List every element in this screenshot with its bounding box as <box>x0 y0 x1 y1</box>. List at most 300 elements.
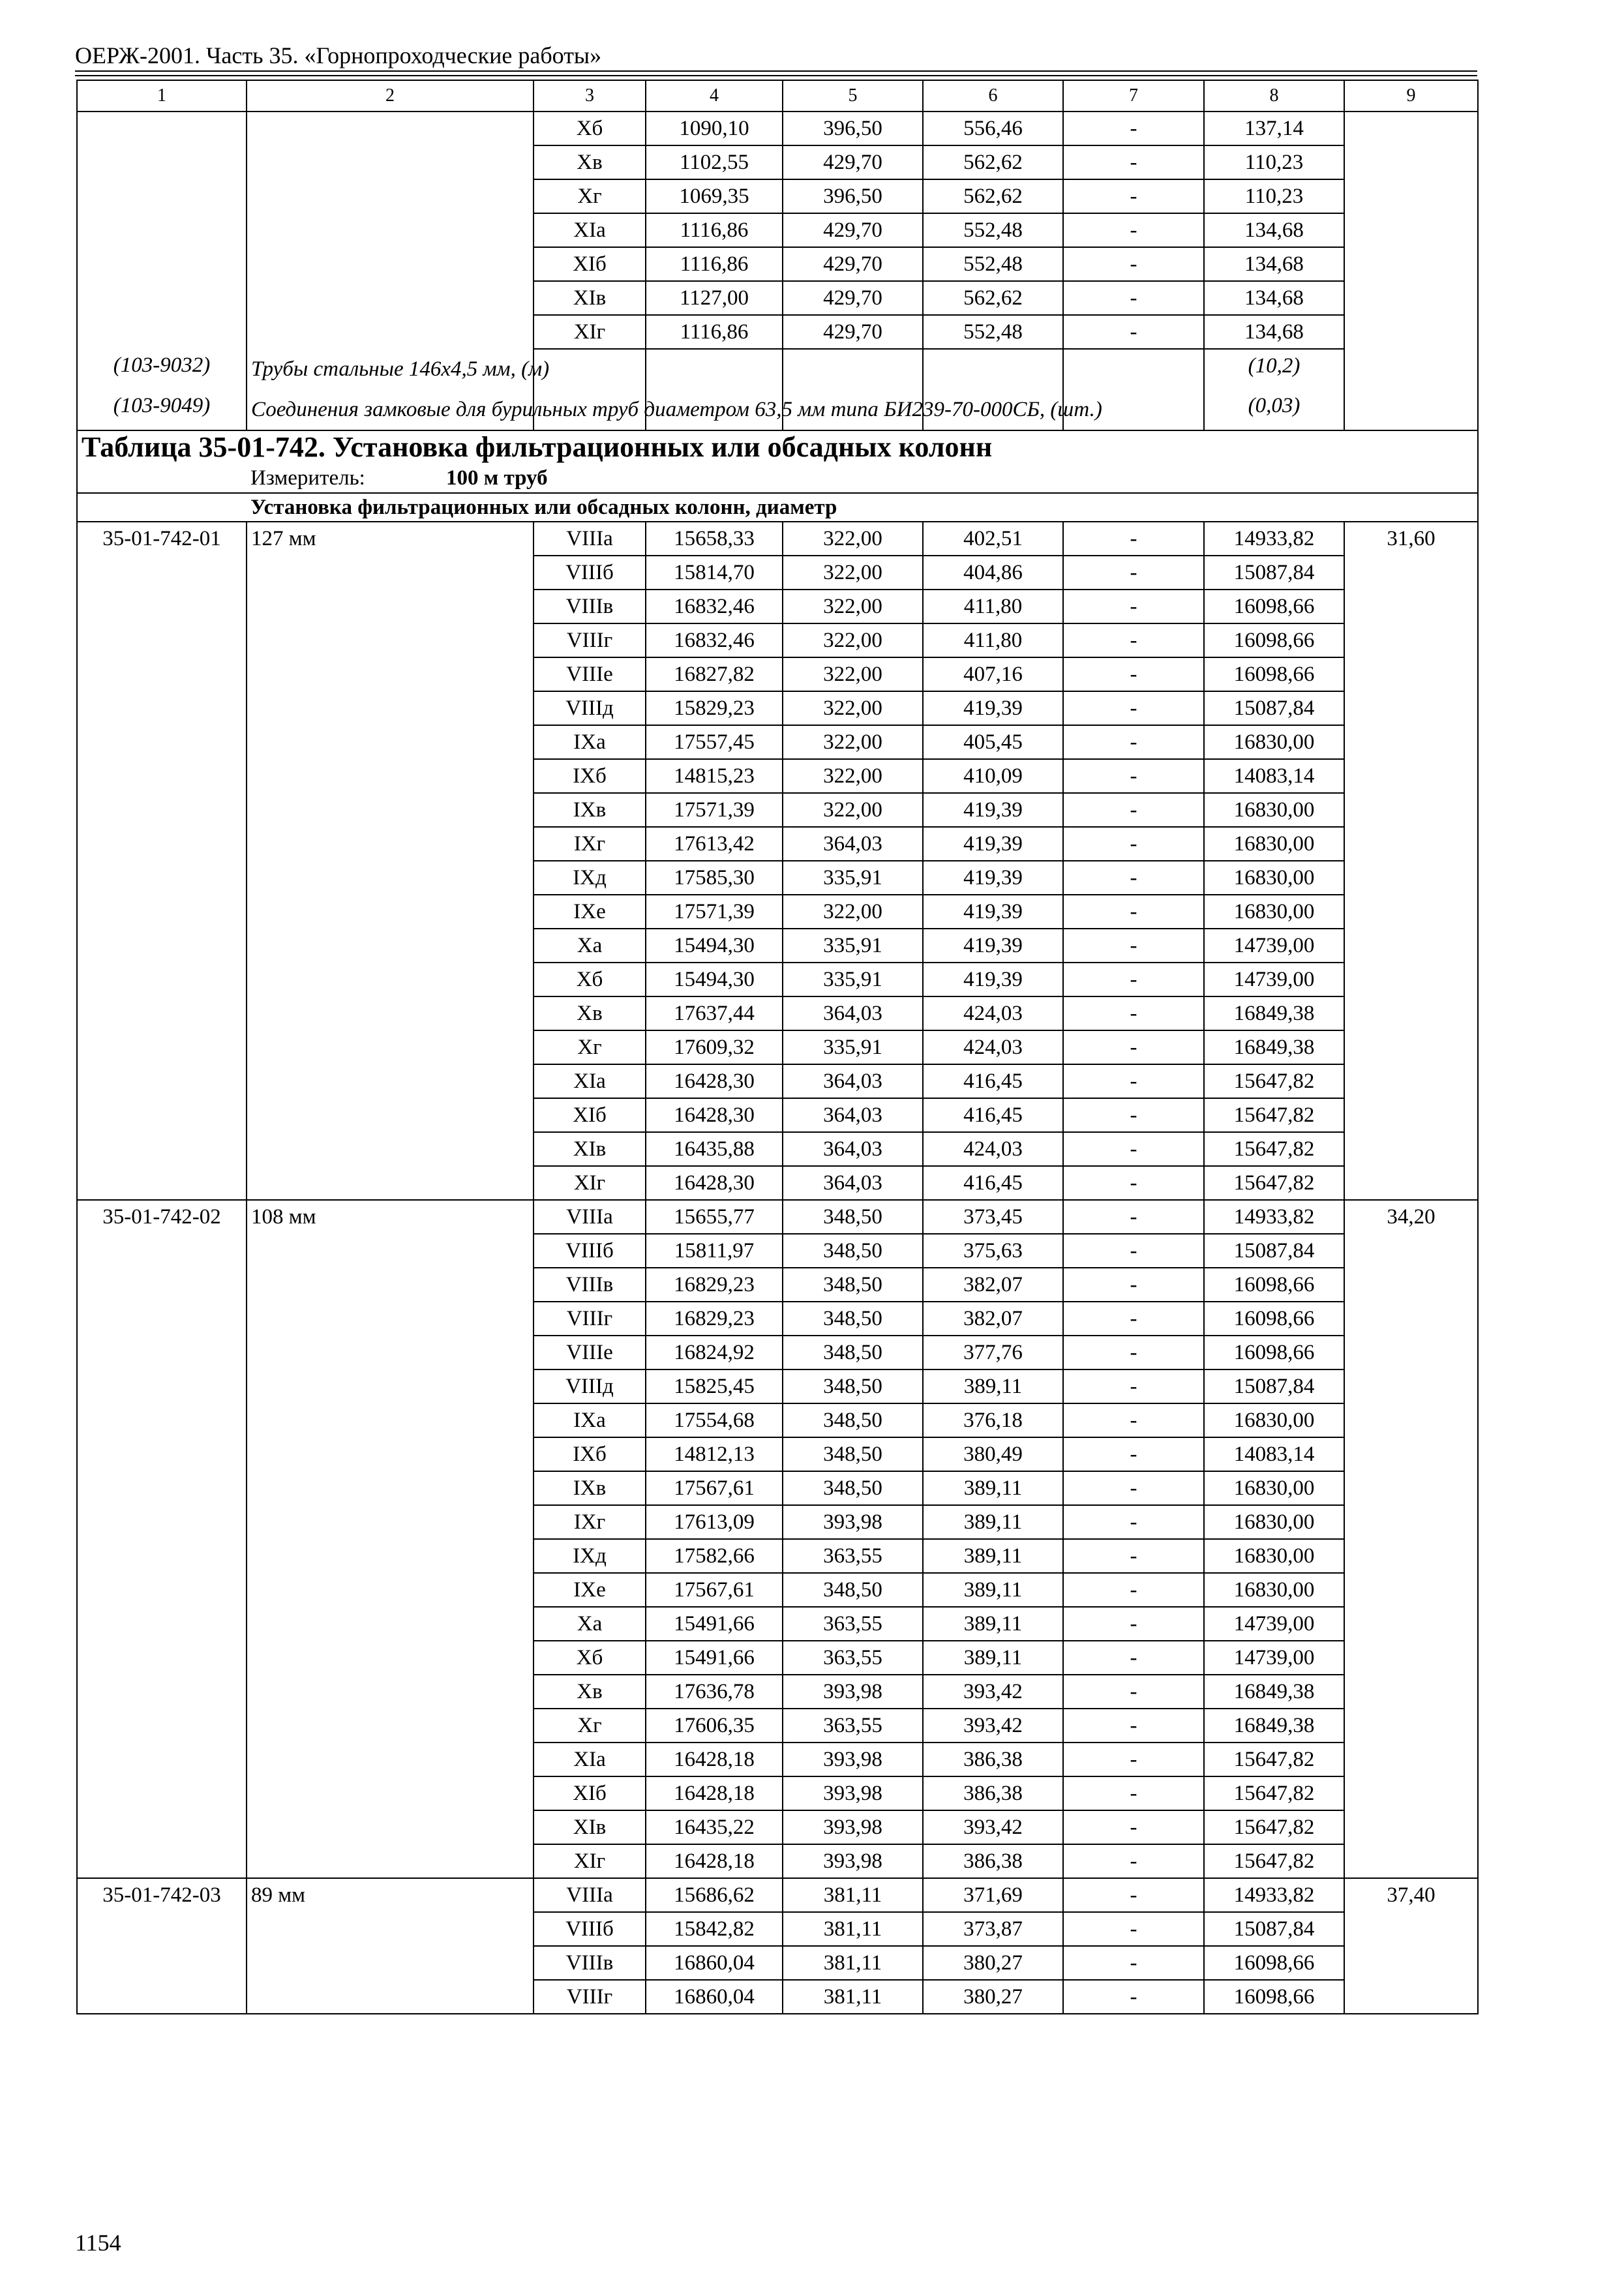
table-cell: XIг <box>534 1166 646 1200</box>
table-cell: - <box>1063 1132 1204 1166</box>
norm-diameter: 89 мм <box>247 1878 534 2014</box>
table-cell: 364,03 <box>783 1098 923 1132</box>
table-cell: 411,80 <box>923 623 1063 657</box>
table-cell: 16098,66 <box>1204 590 1344 623</box>
table-cell: 110,23 <box>1204 179 1344 213</box>
table-cell: 322,00 <box>783 522 923 556</box>
table-cell: XIб <box>534 1776 646 1810</box>
column-number: 8 <box>1204 80 1344 112</box>
table-cell: 380,49 <box>923 1437 1063 1471</box>
table-cell: XIв <box>534 1810 646 1844</box>
table-cell: 1116,86 <box>646 247 783 281</box>
table-cell: VIIIд <box>534 1369 646 1403</box>
table-cell: 335,91 <box>783 1030 923 1064</box>
table-cell: 411,80 <box>923 590 1063 623</box>
table-cell: 335,91 <box>783 861 923 895</box>
table-cell: 16849,38 <box>1204 1709 1344 1743</box>
table-cell: 389,11 <box>923 1505 1063 1539</box>
table-cell: 16829,23 <box>646 1268 783 1302</box>
table-cell: 322,00 <box>783 793 923 827</box>
table-cell: 393,98 <box>783 1743 923 1776</box>
table-cell: 14739,00 <box>1204 1641 1344 1675</box>
table-cell: 1116,86 <box>646 315 783 349</box>
table-cell: 419,39 <box>923 895 1063 929</box>
table-cell: 16098,66 <box>1204 1302 1344 1336</box>
table-cell: 15087,84 <box>1204 1912 1344 1946</box>
resource-row <box>77 389 1478 430</box>
table-cell: 16830,00 <box>1204 1471 1344 1505</box>
table-cell: 16098,66 <box>1204 623 1344 657</box>
table-cell: 375,63 <box>923 1234 1063 1268</box>
table-cell: 552,48 <box>923 247 1063 281</box>
table-cell: 348,50 <box>783 1403 923 1437</box>
table-cell: 419,39 <box>923 793 1063 827</box>
table-cell: - <box>1063 1302 1204 1336</box>
table-cell: - <box>1063 1573 1204 1607</box>
table-cell: 364,03 <box>783 1166 923 1200</box>
table-cell: 15686,62 <box>646 1878 783 1912</box>
table-cell: 416,45 <box>923 1098 1063 1132</box>
table-cell: IXб <box>534 759 646 793</box>
resource-code: (103-9049) <box>77 389 247 430</box>
table-cell: Хб <box>534 112 646 145</box>
table-cell: 17567,61 <box>646 1471 783 1505</box>
table-cell: - <box>1063 996 1204 1030</box>
table-cell: 393,98 <box>783 1810 923 1844</box>
table-cell: IXe <box>534 1573 646 1607</box>
table-cell: 364,03 <box>783 1132 923 1166</box>
table-cell: 393,42 <box>923 1675 1063 1709</box>
table-cell: 376,18 <box>923 1403 1063 1437</box>
table-cell: XIв <box>534 1132 646 1166</box>
table-cell: - <box>1063 112 1204 145</box>
table-cell: - <box>1063 725 1204 759</box>
table-cell: IXe <box>534 895 646 929</box>
table-title-row <box>77 430 1478 464</box>
table-cell: 1102,55 <box>646 145 783 179</box>
table-cell: 16428,30 <box>646 1098 783 1132</box>
table-cell: 348,50 <box>783 1437 923 1471</box>
table-cell: - <box>1063 1200 1204 1234</box>
table-cell: 16098,66 <box>1204 1946 1344 1980</box>
table-cell: 16849,38 <box>1204 996 1344 1030</box>
table-cell: - <box>1063 827 1204 861</box>
table-cell: VIIIe <box>534 657 646 691</box>
table-cell: 15842,82 <box>646 1912 783 1946</box>
table-cell: 322,00 <box>783 623 923 657</box>
table-cell: - <box>1063 1268 1204 1302</box>
table-cell: 15658,33 <box>646 522 783 556</box>
table-cell: 419,39 <box>923 929 1063 963</box>
table-cell: - <box>1063 1980 1204 2014</box>
table-cell: 419,39 <box>923 827 1063 861</box>
table-cell: 15087,84 <box>1204 556 1344 590</box>
table-cell: 322,00 <box>783 759 923 793</box>
table-cell: 16428,18 <box>646 1743 783 1776</box>
table-cell: - <box>1063 1234 1204 1268</box>
table-cell: 17567,61 <box>646 1573 783 1607</box>
table-cell: - <box>1063 1437 1204 1471</box>
section-subtitle: Установка фильтрационных или обсадных колонн, диаметр <box>77 493 1478 522</box>
table-cell: 15647,82 <box>1204 1132 1344 1166</box>
table-cell: 396,50 <box>783 179 923 213</box>
table-cell: VIIIв <box>534 590 646 623</box>
table-cell: 15647,82 <box>1204 1776 1344 1810</box>
table-cell: 419,39 <box>923 861 1063 895</box>
table-title: Таблица 35-01-742. Установка фильтрационных или обсадных колонн <box>77 430 1478 464</box>
table-cell: 16098,66 <box>1204 1980 1344 2014</box>
table-cell: Xa <box>534 929 646 963</box>
table-cell: 348,50 <box>783 1302 923 1336</box>
table-cell: 322,00 <box>783 691 923 725</box>
table-cell: 348,50 <box>783 1234 923 1268</box>
table-cell: - <box>1063 1878 1204 1912</box>
table-cell: 17571,39 <box>646 793 783 827</box>
measure-cell <box>77 464 1478 493</box>
table-cell: 348,50 <box>783 1573 923 1607</box>
table-cell: 17609,32 <box>646 1030 783 1064</box>
table-cell: 16428,30 <box>646 1064 783 1098</box>
blank-cell <box>247 112 534 349</box>
table-cell: VIIIa <box>534 522 646 556</box>
table-cell: 386,38 <box>923 1776 1063 1810</box>
table-cell: - <box>1063 1810 1204 1844</box>
table-cell: XIг <box>534 315 646 349</box>
column-number: 3 <box>534 80 646 112</box>
table-cell: 373,45 <box>923 1200 1063 1234</box>
table-cell: 393,42 <box>923 1810 1063 1844</box>
table-cell: 562,62 <box>923 179 1063 213</box>
table-cell: 429,70 <box>783 281 923 315</box>
blank-cell <box>1063 349 1204 389</box>
table-cell: IXд <box>534 1539 646 1573</box>
header-rule-top <box>75 70 1477 72</box>
table-cell: 322,00 <box>783 895 923 929</box>
table-cell: XIa <box>534 1064 646 1098</box>
column-number: 9 <box>1344 80 1478 112</box>
table-cell: 364,03 <box>783 1064 923 1098</box>
table-cell: - <box>1063 1675 1204 1709</box>
table-cell: - <box>1063 1064 1204 1098</box>
table-row <box>77 522 1478 556</box>
table-cell: VIIIг <box>534 623 646 657</box>
table-cell: - <box>1063 1641 1204 1675</box>
table-cell: 15647,82 <box>1204 1166 1344 1200</box>
table-cell: Хв <box>534 145 646 179</box>
table-cell: 348,50 <box>783 1268 923 1302</box>
table-cell: 424,03 <box>923 1132 1063 1166</box>
column-number-row <box>77 80 1478 112</box>
table-cell: 322,00 <box>783 725 923 759</box>
column-number: 6 <box>923 80 1063 112</box>
table-cell: VIIIa <box>534 1878 646 1912</box>
norms-table-body <box>77 80 1478 2014</box>
blank-cell <box>534 349 646 389</box>
table-cell: 348,50 <box>783 1471 923 1505</box>
table-cell: IXв <box>534 793 646 827</box>
table-cell: 429,70 <box>783 247 923 281</box>
table-cell: 402,51 <box>923 522 1063 556</box>
table-cell: 389,11 <box>923 1369 1063 1403</box>
table-cell: 380,27 <box>923 1946 1063 1980</box>
norm-col9: 31,60 <box>1344 522 1478 1200</box>
table-cell: 386,38 <box>923 1844 1063 1878</box>
table-cell: Хг <box>534 179 646 213</box>
table-cell: 15491,66 <box>646 1607 783 1641</box>
column-number: 4 <box>646 80 783 112</box>
table-cell: - <box>1063 522 1204 556</box>
table-cell: 110,23 <box>1204 145 1344 179</box>
table-cell: - <box>1063 657 1204 691</box>
column-number: 7 <box>1063 80 1204 112</box>
table-cell: 16832,46 <box>646 623 783 657</box>
table-cell: 556,46 <box>923 112 1063 145</box>
table-cell: 380,27 <box>923 1980 1063 2014</box>
table-cell: 16435,22 <box>646 1810 783 1844</box>
table-cell: 381,11 <box>783 1912 923 1946</box>
table-cell: 15647,82 <box>1204 1064 1344 1098</box>
table-cell: IXг <box>534 1505 646 1539</box>
table-cell: 15814,70 <box>646 556 783 590</box>
table-cell: 386,38 <box>923 1743 1063 1776</box>
table-cell: VIIIв <box>534 1946 646 1980</box>
table-cell: 1069,35 <box>646 179 783 213</box>
table-cell: - <box>1063 691 1204 725</box>
table-cell: IXд <box>534 861 646 895</box>
table-cell: 382,07 <box>923 1302 1063 1336</box>
blank-cell <box>923 349 1063 389</box>
blank-cell <box>1344 349 1478 389</box>
table-cell: 363,55 <box>783 1539 923 1573</box>
table-cell: 562,62 <box>923 281 1063 315</box>
table-cell: 17636,78 <box>646 1675 783 1709</box>
table-cell: 16098,66 <box>1204 1336 1344 1369</box>
table-cell: 419,39 <box>923 963 1063 996</box>
table-cell: 16435,88 <box>646 1132 783 1166</box>
table-cell: 17557,45 <box>646 725 783 759</box>
table-cell: 17585,30 <box>646 861 783 895</box>
table-cell: - <box>1063 1471 1204 1505</box>
subtitle-row <box>77 493 1478 522</box>
norm-code: 35-01-742-01 <box>77 522 247 1200</box>
table-cell: 429,70 <box>783 213 923 247</box>
table-cell: 16849,38 <box>1204 1030 1344 1064</box>
table-cell: 17554,68 <box>646 1403 783 1437</box>
table-cell: 15811,97 <box>646 1234 783 1268</box>
table-cell: VIIIг <box>534 1302 646 1336</box>
table-cell: 419,39 <box>923 691 1063 725</box>
table-cell: 348,50 <box>783 1336 923 1369</box>
resource-name: Трубы стальные 146х4,5 мм, (м) <box>247 349 534 389</box>
table-cell: 552,48 <box>923 213 1063 247</box>
table-cell: VIIIб <box>534 1234 646 1268</box>
table-cell: - <box>1063 556 1204 590</box>
table-cell: 393,98 <box>783 1776 923 1810</box>
table-cell: - <box>1063 179 1204 213</box>
table-cell: - <box>1063 1776 1204 1810</box>
table-cell: 389,11 <box>923 1607 1063 1641</box>
table-cell: 17571,39 <box>646 895 783 929</box>
table-cell: - <box>1063 1336 1204 1369</box>
table-cell: Хб <box>534 1641 646 1675</box>
table-cell: 381,11 <box>783 1878 923 1912</box>
table-cell: - <box>1063 963 1204 996</box>
table-cell: - <box>1063 623 1204 657</box>
table-cell: 15647,82 <box>1204 1743 1344 1776</box>
table-cell: - <box>1063 1030 1204 1064</box>
table-cell: - <box>1063 145 1204 179</box>
blank-cell <box>77 112 247 349</box>
table-cell: 371,69 <box>923 1878 1063 1912</box>
table-cell: 424,03 <box>923 1030 1063 1064</box>
header-rule-bottom <box>75 75 1477 76</box>
table-cell: VIIIa <box>534 1200 646 1234</box>
measure-value: 100 м труб <box>446 466 548 490</box>
table-cell: XIв <box>534 281 646 315</box>
table-cell: 348,50 <box>783 1200 923 1234</box>
table-row <box>77 1200 1478 1234</box>
table-cell: 1127,00 <box>646 281 783 315</box>
table-cell: 16428,30 <box>646 1166 783 1200</box>
table-cell: 389,11 <box>923 1641 1063 1675</box>
table-cell: 404,86 <box>923 556 1063 590</box>
table-cell: - <box>1063 1166 1204 1200</box>
table-cell: IXa <box>534 1403 646 1437</box>
table-cell: 363,55 <box>783 1709 923 1743</box>
table-cell: VIIIб <box>534 1912 646 1946</box>
table-cell: VIIIд <box>534 691 646 725</box>
table-cell: 15087,84 <box>1204 691 1344 725</box>
table-cell: Хг <box>534 1030 646 1064</box>
table-cell: VIIIв <box>534 1268 646 1302</box>
table-cell: 407,16 <box>923 657 1063 691</box>
norm-diameter: 127 мм <box>247 522 534 1200</box>
blank-cell <box>1344 389 1478 430</box>
table-cell: 16428,18 <box>646 1776 783 1810</box>
table-cell: Хв <box>534 996 646 1030</box>
table-cell: 14083,14 <box>1204 1437 1344 1471</box>
table-cell: 17637,44 <box>646 996 783 1030</box>
table-cell: 335,91 <box>783 963 923 996</box>
table-cell: 16098,66 <box>1204 1268 1344 1302</box>
table-cell: 16830,00 <box>1204 793 1344 827</box>
table-cell: 16849,38 <box>1204 1675 1344 1709</box>
table-cell: XIб <box>534 247 646 281</box>
table-cell: VIIIe <box>534 1336 646 1369</box>
table-cell: IXб <box>534 1437 646 1471</box>
table-cell: 16830,00 <box>1204 1573 1344 1607</box>
table-cell: 373,87 <box>923 1912 1063 1946</box>
table-cell: 134,68 <box>1204 247 1344 281</box>
table-cell: 16830,00 <box>1204 1403 1344 1437</box>
table-cell: - <box>1063 1743 1204 1776</box>
table-cell: VIIIб <box>534 556 646 590</box>
table-cell: - <box>1063 281 1204 315</box>
resource-code: (103-9032) <box>77 349 247 389</box>
table-cell: 322,00 <box>783 590 923 623</box>
table-cell: IXa <box>534 725 646 759</box>
table-cell: - <box>1063 1403 1204 1437</box>
table-cell: 15491,66 <box>646 1641 783 1675</box>
table-cell: 348,50 <box>783 1369 923 1403</box>
table-cell: - <box>1063 1912 1204 1946</box>
table-cell: 377,76 <box>923 1336 1063 1369</box>
table-cell: 14933,82 <box>1204 522 1344 556</box>
table-cell: IXв <box>534 1471 646 1505</box>
table-cell: 16098,66 <box>1204 657 1344 691</box>
table-cell: 16830,00 <box>1204 725 1344 759</box>
norm-col9: 37,40 <box>1344 1878 1478 2014</box>
table-cell: 17613,09 <box>646 1505 783 1539</box>
table-cell: Хг <box>534 1709 646 1743</box>
table-cell: XIa <box>534 1743 646 1776</box>
table-cell: - <box>1063 1369 1204 1403</box>
table-cell: 424,03 <box>923 996 1063 1030</box>
table-cell: - <box>1063 1844 1204 1878</box>
table-cell: 14815,23 <box>646 759 783 793</box>
table-cell: - <box>1063 1607 1204 1641</box>
table-cell: 410,09 <box>923 759 1063 793</box>
table-cell: 363,55 <box>783 1607 923 1641</box>
table-cell: 17582,66 <box>646 1539 783 1573</box>
table-cell: 14933,82 <box>1204 1200 1344 1234</box>
page-number: 1154 <box>75 2230 121 2256</box>
table-cell: XIa <box>534 213 646 247</box>
table-cell: - <box>1063 1098 1204 1132</box>
table-cell: 16830,00 <box>1204 827 1344 861</box>
norm-diameter: 108 мм <box>247 1200 534 1878</box>
table-cell: 429,70 <box>783 145 923 179</box>
table-cell: XIг <box>534 1844 646 1878</box>
table-cell: - <box>1063 793 1204 827</box>
table-cell: 15494,30 <box>646 929 783 963</box>
table-cell: 16860,04 <box>646 1980 783 2014</box>
table-cell: 562,62 <box>923 145 1063 179</box>
table-cell: 389,11 <box>923 1471 1063 1505</box>
table-cell: 16824,92 <box>646 1336 783 1369</box>
table-cell: 16830,00 <box>1204 861 1344 895</box>
table-cell: 1116,86 <box>646 213 783 247</box>
table-cell: 382,07 <box>923 1268 1063 1302</box>
table-cell: - <box>1063 213 1204 247</box>
table-cell: 16827,82 <box>646 657 783 691</box>
norms-table <box>76 80 1479 2014</box>
table-cell: 17606,35 <box>646 1709 783 1743</box>
table-cell: 335,91 <box>783 929 923 963</box>
table-cell: 389,11 <box>923 1573 1063 1607</box>
table-cell: 15829,23 <box>646 691 783 725</box>
column-number: 2 <box>247 80 534 112</box>
table-cell: 15087,84 <box>1204 1369 1344 1403</box>
table-row <box>77 1878 1478 1912</box>
table-cell: 15647,82 <box>1204 1098 1344 1132</box>
blank-cell <box>783 349 923 389</box>
table-cell: 134,68 <box>1204 213 1344 247</box>
table-cell: - <box>1063 247 1204 281</box>
table-cell: - <box>1063 1539 1204 1573</box>
table-cell: - <box>1063 315 1204 349</box>
table-cell: VIIIг <box>534 1980 646 2014</box>
column-number: 1 <box>77 80 247 112</box>
table-cell: - <box>1063 759 1204 793</box>
table-cell: 393,98 <box>783 1505 923 1539</box>
table-cell: 364,03 <box>783 827 923 861</box>
table-cell: 364,03 <box>783 996 923 1030</box>
table-cell: 1090,10 <box>646 112 783 145</box>
table-row <box>77 112 1478 145</box>
table-cell: 16829,23 <box>646 1302 783 1336</box>
table-cell: 16428,18 <box>646 1844 783 1878</box>
